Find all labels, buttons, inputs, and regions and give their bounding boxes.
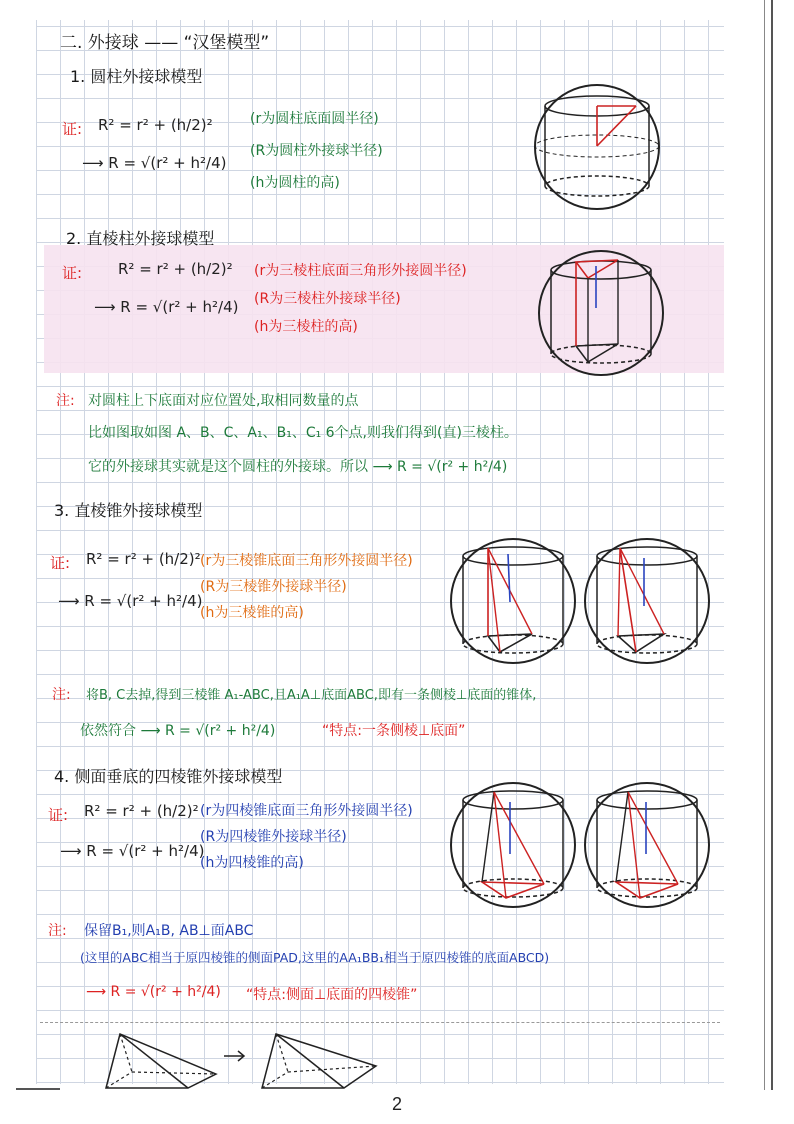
s2-note-h: (h为三棱柱的高) [254, 319, 358, 335]
s3-note-R: (R为三棱锥外接球半径) [200, 579, 347, 595]
sphere-quad-pyramid-figure-1 [448, 780, 578, 910]
s3-feature: “特点:一条侧棱⊥底面” [322, 723, 466, 739]
s1-note-R: (R为圆柱外接球半径) [250, 143, 383, 159]
sphere-cylinder-figure-1 [532, 82, 662, 212]
page-number: 2 [391, 1094, 402, 1114]
s3-heading: 3. 直棱锥外接球模型 [54, 501, 203, 520]
s4-heading: 4. 侧面垂底的四棱锥外接球模型 [54, 767, 283, 786]
s1-note-r: (r为圆柱底面圆半径) [250, 111, 379, 127]
s1-note-h: (h为圆柱的高) [250, 175, 340, 191]
s3-remark-label: 注: [52, 687, 71, 703]
section-title: 二. 外接球 —— “汉堡模型” [60, 33, 270, 53]
s4-note-h: (h为四棱锥的高) [200, 855, 304, 871]
s1-eq2: ⟶ R = √(r² + h²/4) [82, 154, 227, 172]
s4-note-R: (R为四棱锥外接球半径) [200, 829, 347, 845]
page-corner-line [16, 1088, 60, 1090]
s2-eq1: R² = r² + (h/2)² [118, 260, 233, 278]
divider [40, 1022, 720, 1023]
s3-proof-label: 证: [50, 554, 71, 572]
s2-remark-1: 对圆柱上下底面对应位置处,取相同数量的点 [88, 393, 359, 409]
s2-proof-label: 证: [62, 264, 83, 282]
sphere-prism-figure [536, 248, 666, 378]
s4-remark-3: ⟶ R = √(r² + h²/4) [86, 984, 221, 1000]
s2-remark-3: 它的外接球其实就是这个圆柱的外接球。所以 ⟶ R = √(r² + h²/4) [88, 459, 508, 475]
s2-note-R: (R为三棱柱外接球半径) [254, 291, 401, 307]
s4-note-r: (r为四棱锥底面三角形外接圆半径) [200, 803, 413, 819]
s1-eq1: R² = r² + (h/2)² [98, 116, 213, 134]
s2-remark-2: 比如图取如图 A、B、C、A₁、B₁、C₁ 6个点,则我们得到(直)三棱柱。 [88, 425, 518, 441]
s3-eq2: ⟶ R = √(r² + h²/4) [58, 592, 203, 610]
s1-proof-label: 证: [62, 120, 83, 138]
s4-feature: “特点:侧面⊥底面的四棱锥” [246, 987, 418, 1003]
s2-note-r: (r为三棱柱底面三角形外接圆半径) [254, 263, 467, 279]
sphere-pyramid-figure-1 [448, 536, 578, 666]
s4-eq1: R² = r² + (h/2)² [84, 802, 199, 820]
notebook-page [36, 20, 724, 1084]
s4-proof-label: 证: [48, 806, 69, 824]
s3-eq1: R² = r² + (h/2)² [86, 550, 201, 568]
s3-remark-2: 依然符合 ⟶ R = √(r² + h²/4) [80, 723, 276, 739]
sphere-quad-pyramid-figure-2 [582, 780, 712, 910]
s3-note-r: (r为三棱锥底面三角形外接圆半径) [200, 553, 413, 569]
s2-heading: 2. 直棱柱外接球模型 [66, 229, 215, 248]
s1-heading: 1. 圆柱外接球模型 [70, 67, 203, 86]
s4-remark-label: 注: [48, 923, 67, 939]
s2-eq2: ⟶ R = √(r² + h²/4) [94, 298, 239, 316]
prism-transform-figure [252, 1030, 402, 1100]
s4-remark-1: 保留B₁,则A₁B, AB⊥面ABC [84, 923, 254, 939]
s3-note-h: (h为三棱锥的高) [200, 605, 304, 621]
arrow-right-icon [222, 1046, 248, 1066]
s3-remark-1: 将B, C去掉,得到三棱锥 A₁-ABC,且A₁A⊥底面ABC,即有一条侧棱⊥底面的锥体, [86, 688, 537, 703]
s4-eq2: ⟶ R = √(r² + h²/4) [60, 842, 205, 860]
s2-remark-label: 注: [56, 393, 75, 409]
s4-remark-2: (这里的ABC相当于原四棱锥的侧面PAD,这里的AA₁BB₁相当于原四棱锥的底面ABCD) [80, 950, 550, 965]
page-edge [764, 0, 773, 1090]
sphere-pyramid-figure-2 [582, 536, 712, 666]
